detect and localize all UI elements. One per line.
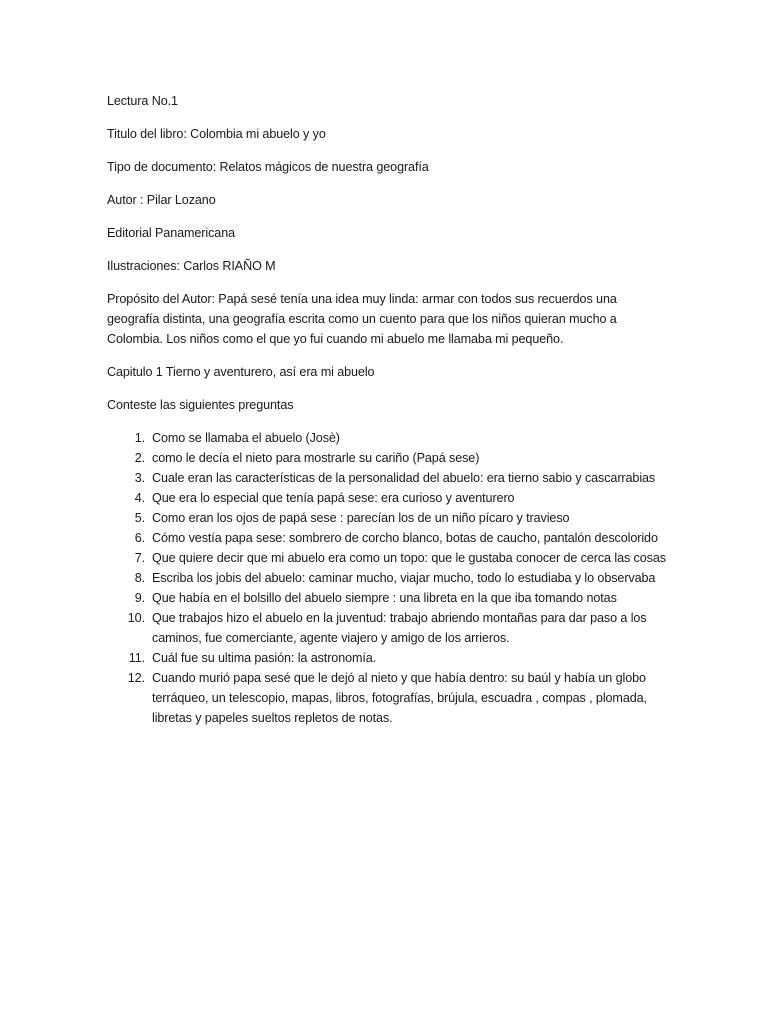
list-item-number: 4. (134, 491, 145, 505)
list-item-number: 3. (134, 471, 145, 485)
list-item (107, 448, 667, 468)
list-item-text: Cuál fue su ultima pasión: la astronomía. (152, 651, 377, 665)
list-item-text: como le decía el nieto para mostrarle su cariño (Papá sese) (152, 451, 480, 465)
author-line: Autor : Pilar Lozano (107, 193, 216, 207)
list-item (107, 488, 667, 508)
book-title-line: Titulo del libro: Colombia mi abuelo y yo (107, 127, 326, 141)
list-item (107, 428, 667, 448)
author-purpose-paragraph: Propósito del Autor: Papá sesé tenía una idea muy linda: armar con todos sus recuerdos una geografía distinta, una geografía escrita como un cuento para que los niños quieran mucho a Colombia. Los niños como el que yo fui cuando mi abuelo me llamaba mi pequeño. (107, 292, 617, 346)
list-item (107, 648, 667, 668)
question-list (107, 428, 667, 728)
list-item-text: Que quiere decir que mi abuelo era como un topo: que le gustaba conocer de cerca las cosas (152, 551, 666, 565)
list-item-text: Cuando murió papa sesé que le dejó al nieto y que había dentro: su baúl y había un globo terráqueo, un telescopio, mapas, libros, fotografías, brújula, escuadra , compas , plomada, libretas y papeles sueltos repletos de notas. (152, 671, 647, 725)
list-item (107, 528, 667, 548)
list-item-number: 5. (134, 511, 145, 525)
list-item-text: Que era lo especial que tenía papá sese: era curioso y aventurero (152, 491, 515, 505)
list-item-text: Cuale eran las características de la personalidad del abuelo: era tierno sabio y cascarrabias (152, 471, 656, 485)
list-item-text: Que había en el bolsillo del abuelo siempre : una libreta en la que iba tomando notas (152, 591, 617, 605)
list-item (107, 468, 667, 488)
list-item-number: 2. (134, 451, 145, 465)
list-item-text: Como eran los ojos de papá sese : parecían los de un niño pícaro y travieso (152, 511, 570, 525)
lectura-heading: Lectura No.1 (107, 94, 178, 108)
list-item (107, 608, 667, 648)
list-item-number: 8. (134, 571, 145, 585)
list-item (107, 508, 667, 528)
list-item-text: Cómo vestía papa sese: sombrero de corcho blanco, botas de caucho, pantalón descolorido (152, 531, 658, 545)
list-item (107, 668, 667, 728)
list-item (107, 588, 667, 608)
list-item (107, 548, 667, 568)
list-item-number: 11. (128, 651, 145, 665)
list-item-number: 7. (134, 551, 145, 565)
list-item-text: Que trabajos hizo el abuelo en la juventud: trabajo abriendo montañas para dar paso a los caminos, fue comerciante, agente viajero y amigo de los arrieros. (152, 611, 647, 645)
list-item-number: 6. (134, 531, 145, 545)
publisher-line: Editorial Panamericana (107, 226, 236, 240)
illustrations-line: Ilustraciones: Carlos RIAÑO M (107, 259, 276, 273)
document-type-line: Tipo de documento: Relatos mágicos de nuestra geografía (107, 160, 429, 174)
chapter-heading: Capitulo 1 Tierno y aventurero, así era mi abuelo (107, 365, 375, 379)
list-item (107, 568, 667, 588)
list-item-text: Escriba los jobis del abuelo: caminar mucho, viajar mucho, todo lo estudiaba y lo observaba (152, 571, 656, 585)
list-item-number: 1. (134, 431, 145, 445)
list-item-number: 10. (127, 611, 145, 625)
list-item-number: 9. (134, 591, 145, 605)
list-item-number: 12. (127, 671, 145, 685)
document-body (107, 91, 667, 728)
instruction-line: Conteste las siguientes preguntas (107, 398, 294, 412)
list-item-text: Como se llamaba el abuelo (Josè) (152, 431, 340, 445)
